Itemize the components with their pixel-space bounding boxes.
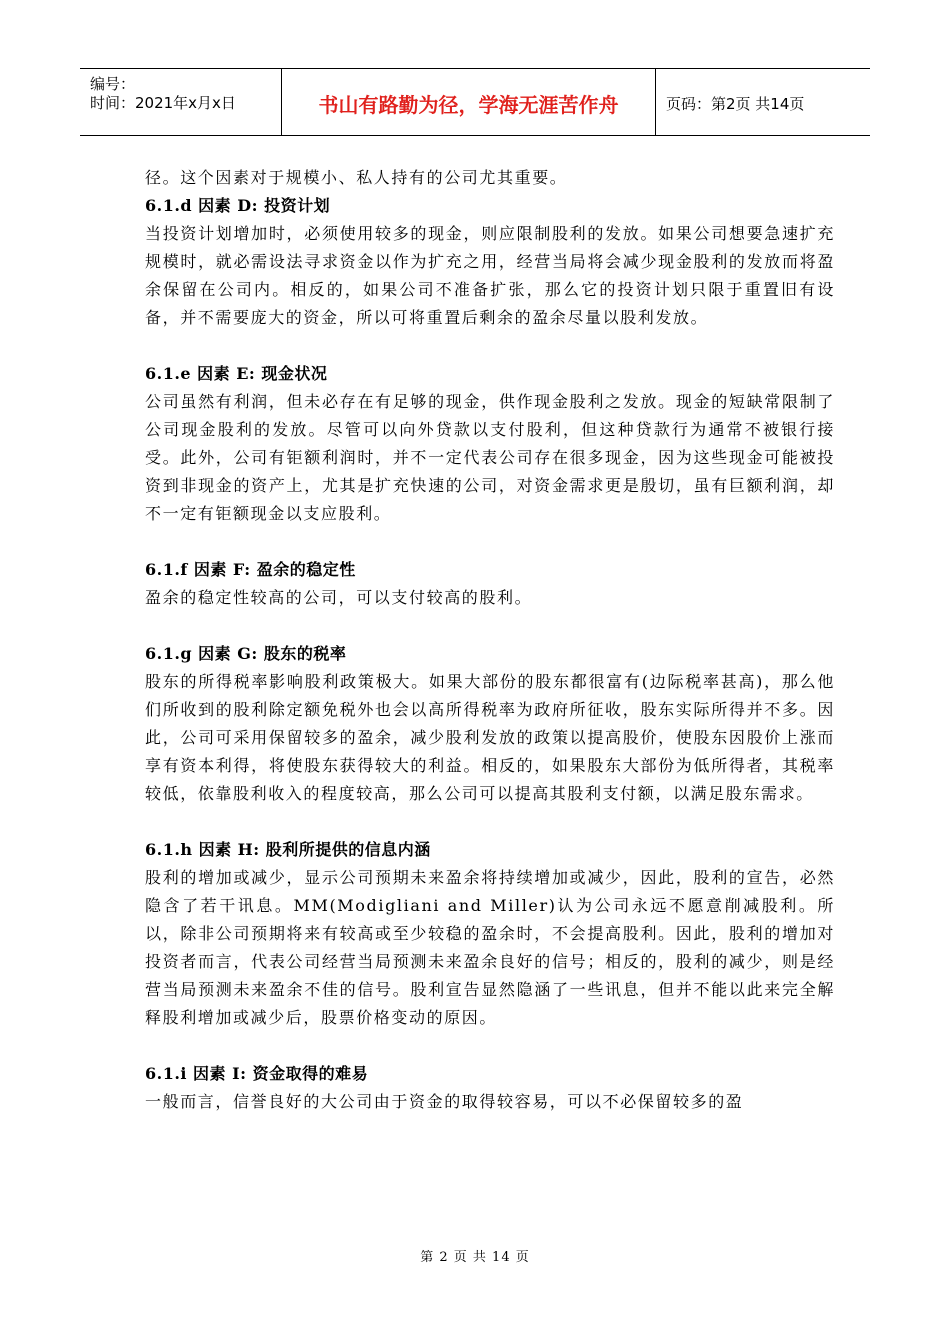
section-heading: 6.1.i 因素 I: 资金取得的难易: [145, 1064, 369, 1083]
page-header: [80, 68, 870, 136]
spacer: [145, 808, 835, 836]
date-label: 时间：2021年x月x日: [90, 94, 236, 112]
paragraph: 股利的增加或减少，显示公司预期未来盈余将持续增加或减少，因此，股利的宣告，必然隐含了若干讯息。MM(Modigliani and Miller)认为公司永远不愿意削减股利。所以，除非公司预期将来有较高或至少较稳的盈余时，不会提高股利。因此，股利的增加对投资者而言，代表公司经营当局预测未来盈余良好的信号；相反的，股利的减少，则是经营当局预测未来盈余不佳的信号。股利宣告显然隐涵了一些讯息，但并不能以此来完全解释股利增加或减少后，股票价格变动的原因。: [145, 868, 835, 1027]
paragraph: 径。这个因素对于规模小、私人持有的公司尤其重要。: [145, 168, 568, 187]
spacer: [145, 612, 835, 640]
section-heading: 6.1.f 因素 F: 盈余的稳定性: [145, 560, 356, 579]
spacer: [145, 528, 835, 556]
paragraph: 盈余的稳定性较高的公司，可以支付较高的股利。: [145, 588, 533, 607]
serial-number-label: 编号：: [90, 75, 136, 93]
section-heading: 6.1.e 因素 E: 现金状况: [145, 364, 328, 383]
paragraph: 股东的所得税率影响股利政策极大。如果大部份的股东都很富有(边际税率甚高)，那么他们所收到的股利除定额免税外也会以高所得税率为政府所征收，股东实际所得并不多。因此，公司可采用保留较多的盈余，减少股利发放的政策以提高股价，使股东因股价上涨而享有资本利得，将使股东获得较大的利益。相反的，如果股东大部份为低所得者，其税率较低，依靠股利收入的程度较高，那么公司可以提高其股利支付额，以满足股东需求。: [145, 672, 835, 803]
section-heading: 6.1.d 因素 D: 投资计划: [145, 196, 331, 215]
header-page-number: 页码：第2页 共14页: [666, 94, 805, 113]
paragraph: 当投资计划增加时，必须使用较多的现金，则应限制股利的发放。如果公司想要急速扩充规模时，就必需设法寻求资金以作为扩充之用，经营当局将会减少现金股利的发放而将盈余保留在公司内。相反的，如果公司不准备扩张，那么它的投资计划只限于重置旧有设备，并不需要庞大的资金，所以可将重置后剩余的盈余尽量以股利发放。: [145, 224, 835, 327]
spacer: [145, 1032, 835, 1060]
section-heading: 6.1.g 因素 G: 股东的税率: [145, 644, 347, 663]
section-heading: 6.1.h 因素 H: 股利所提供的信息内涵: [145, 840, 431, 859]
spacer: [145, 332, 835, 360]
page-footer: 第 2 页 共 14 页: [420, 1250, 530, 1265]
paragraph: 一般而言，信誉良好的大公司由于资金的取得较容易，可以不必保留较多的盈: [145, 1092, 744, 1111]
header-meta: [80, 69, 282, 135]
header-motto: 书山有路勤为径，学海无涯苦作舟: [282, 69, 656, 135]
paragraph: 公司虽然有利润，但未必存在有足够的现金，供作现金股利之发放。现金的短缺常限制了公司现金股利的发放。尽管可以向外贷款以支付股利，但这种贷款行为通常不被银行接受。此外，公司有钜额利润时，并不一定代表公司存在很多现金，因为这些现金可能被投资到非现金的资产上，尤其是扩充快速的公司，对资金需求更是殷切，虽有巨额利润，却不一定有钜额现金以支应股利。: [145, 392, 835, 523]
document-body: [145, 164, 835, 1116]
